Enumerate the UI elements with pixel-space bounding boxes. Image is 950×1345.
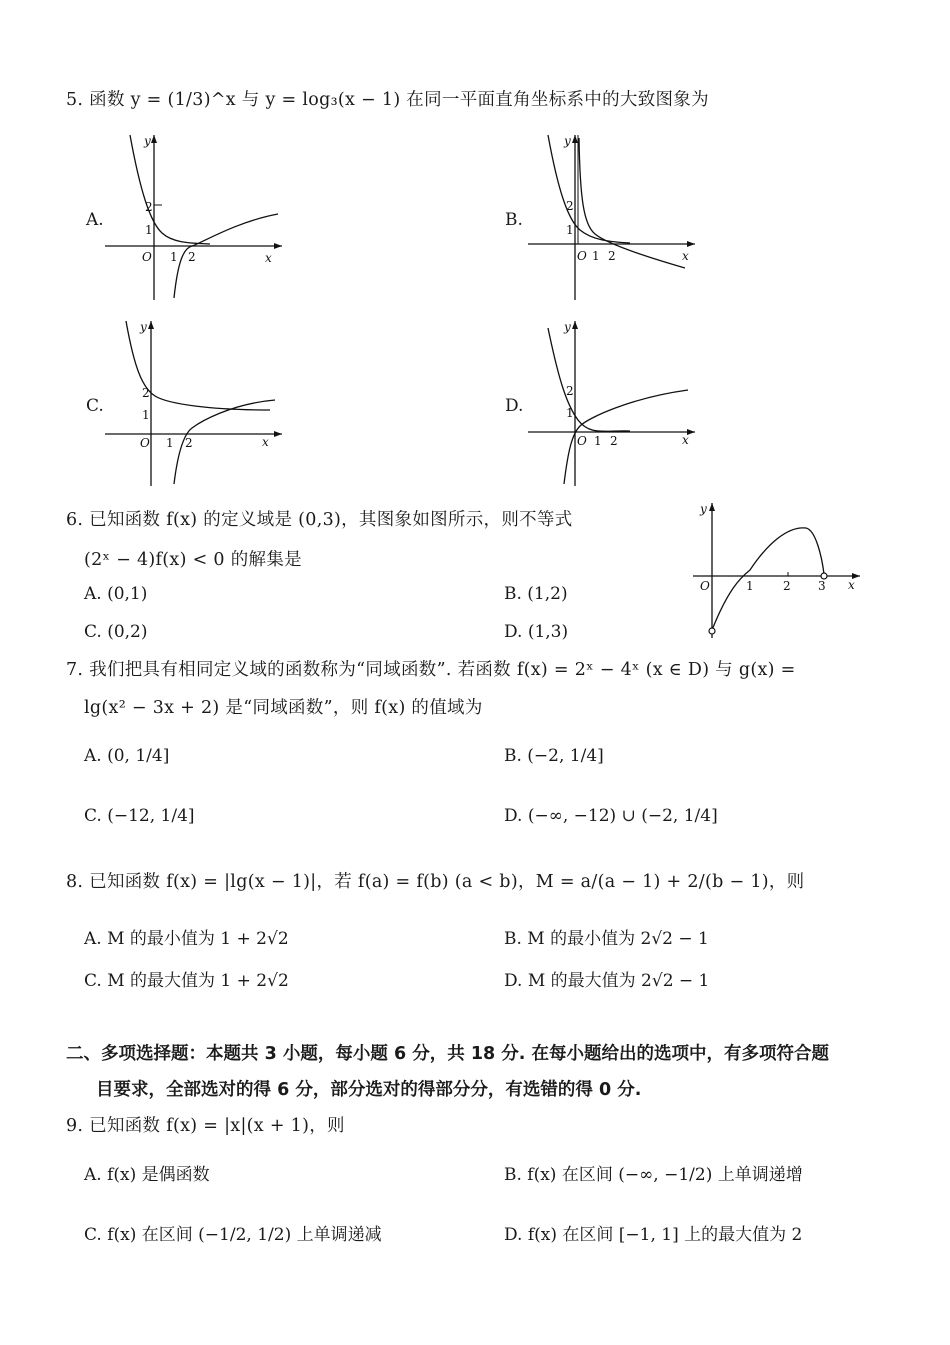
svg-text:y: y	[564, 134, 571, 148]
exp-curve	[130, 135, 210, 244]
q6-stem-line2: (2ˣ − 4)f(x) < 0 的解集是	[84, 550, 302, 570]
svg-text:1: 1	[594, 434, 602, 448]
section2-heading-line2: 目要求，全部选对的得 6 分，部分选对的得部分分，有选错的得 0 分.	[96, 1080, 642, 1100]
svg-text:2: 2	[610, 434, 618, 448]
svg-text:1: 1	[170, 250, 178, 264]
q9-stem: 9. 已知函数 f(x) = |x|(x + 1)，则	[66, 1116, 345, 1136]
svg-text:2: 2	[185, 436, 193, 450]
q9-option-b[interactable]: B. f(x) 在区间 (−∞, −1/2) 上单调递增	[504, 1165, 803, 1185]
svg-text:2: 2	[145, 200, 153, 214]
q7-option-d[interactable]: D. (−∞, −12) ∪ (−2, 1/4]	[504, 806, 718, 826]
q8-stem: 8. 已知函数 f(x) = |lg(x − 1)|，若 f(a) = f(b) (a < b)，M = a/(a − 1) + 2/(b − 1)，则	[66, 872, 805, 892]
svg-text:y: y	[700, 502, 707, 516]
svg-text:O: O	[577, 434, 587, 448]
svg-text:2: 2	[783, 579, 791, 593]
q7-option-b[interactable]: B. (−2, 1/4]	[504, 746, 604, 766]
q7-option-c[interactable]: C. (−12, 1/4]	[84, 806, 195, 826]
svg-text:2: 2	[566, 199, 574, 213]
q8-option-c[interactable]: C. M 的最大值为 1 + 2√2	[84, 971, 289, 991]
q5-option-d-label: D.	[505, 396, 524, 416]
svg-text:2: 2	[142, 386, 150, 400]
origin-label: O	[142, 250, 152, 264]
q6-option-c[interactable]: C. (0,2)	[84, 622, 148, 642]
q6-option-a[interactable]: A. (0,1)	[84, 584, 148, 604]
open-endpoint	[709, 628, 715, 634]
svg-text:x: x	[848, 578, 855, 592]
x-axis-label: x	[265, 251, 272, 265]
svg-text:O: O	[700, 579, 710, 593]
f-curve	[712, 528, 824, 630]
q5-graph-d	[520, 316, 720, 491]
q5-option-a-label: A.	[86, 210, 104, 230]
svg-text:O: O	[140, 436, 150, 450]
q5-graph-a	[100, 130, 300, 305]
svg-text:2: 2	[566, 384, 574, 398]
svg-text:x: x	[682, 249, 689, 263]
q8-option-d[interactable]: D. M 的最大值为 2√2 − 1	[504, 971, 710, 991]
q6-graph	[688, 498, 878, 648]
q6-stem-line1: 6. 已知函数 f(x) 的定义域是 (0,3)，其图象如图所示，则不等式	[66, 510, 573, 530]
exp-curve	[548, 328, 630, 431]
q8-option-b[interactable]: B. M 的最小值为 2√2 − 1	[504, 929, 709, 949]
svg-text:1: 1	[166, 436, 174, 450]
q9-option-a[interactable]: A. f(x) 是偶函数	[84, 1165, 210, 1185]
svg-text:x: x	[682, 433, 689, 447]
svg-text:1: 1	[592, 249, 600, 263]
q5-stem: 5. 函数 y = (1/3)^x 与 y = log₃(x − 1) 在同一平面直角坐标系中的大致图象为	[66, 90, 709, 110]
svg-text:2: 2	[188, 250, 196, 264]
svg-text:y: y	[564, 320, 571, 334]
q7-stem-line2: lg(x² − 3x + 2) 是“同域函数”，则 f(x) 的值域为	[84, 698, 483, 718]
open-endpoint	[821, 573, 827, 579]
svg-text:1: 1	[145, 223, 153, 237]
q6-option-b[interactable]: B. (1,2)	[504, 584, 568, 604]
q9-option-d[interactable]: D. f(x) 在区间 [−1, 1] 上的最大值为 2	[504, 1225, 803, 1245]
q9-option-c[interactable]: C. f(x) 在区间 (−1/2, 1/2) 上单调递减	[84, 1225, 382, 1245]
q5-option-b-label: B.	[505, 210, 523, 230]
q7-stem-line1: 7. 我们把具有相同定义域的函数称为“同域函数”. 若函数 f(x) = 2ˣ − 4ˣ (x ∈ D) 与 g(x) =	[66, 660, 796, 680]
svg-text:y: y	[140, 320, 147, 334]
q5-option-c-label: C.	[86, 396, 104, 416]
svg-text:2: 2	[608, 249, 616, 263]
svg-text:O: O	[577, 249, 587, 263]
q8-option-a[interactable]: A. M 的最小值为 1 + 2√2	[84, 929, 289, 949]
q7-option-a[interactable]: A. (0, 1/4]	[84, 746, 170, 766]
svg-text:1: 1	[746, 579, 754, 593]
q5-graph-b	[520, 130, 720, 305]
q5-graph-c	[100, 316, 300, 491]
svg-text:1: 1	[566, 223, 574, 237]
section2-heading-line1: 二、多项选择题：本题共 3 小题，每小题 6 分，共 18 分. 在每小题给出的选项中，有多项符合题	[66, 1044, 829, 1064]
svg-text:1: 1	[142, 408, 150, 422]
svg-text:3: 3	[818, 579, 826, 593]
svg-text:1: 1	[566, 406, 574, 420]
svg-text:x: x	[262, 435, 269, 449]
q6-option-d[interactable]: D. (1,3)	[504, 622, 569, 642]
y-axis-label: y	[144, 134, 151, 148]
